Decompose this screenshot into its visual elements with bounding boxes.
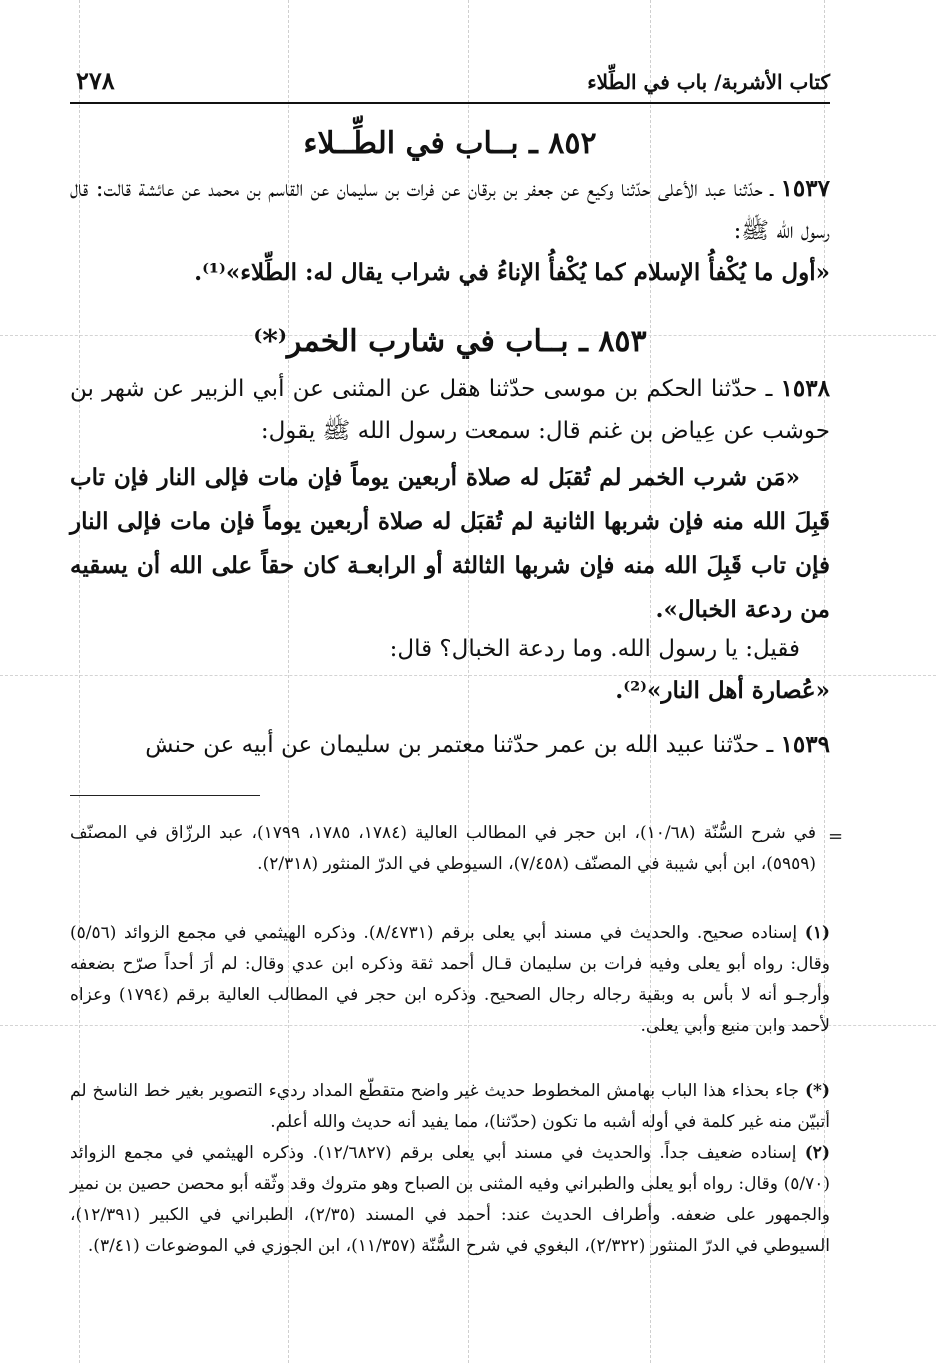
hadith-number: ١٥٣٩: [780, 731, 830, 758]
page-number: ٢٧٨: [76, 66, 115, 95]
hadith-number: ١٥٣٧: [780, 175, 830, 202]
footnote-text: إسناده صحيح. والحديث في مسند أبي يعلى برقم (٨/٤٧٣١). وذكره الهيثمي في مجمع الزوائد (٥/٥٦) وقال: رواه أبو يعلى وفيه فرات بن سليمان قـال أحمد ثقة وذكره ابن عدي وقال: لم أرَ أحداً صرّح بضعفه وأرجـو أنه لا بأس به وبقية رجاله رجال الصحيح. وذكره ابن حجر في المطالب العالية برقم (١٧٩٤) وعزاه لأحمد وابن منيع وأبي يعلى.: [70, 923, 830, 1036]
running-header: [70, 58, 830, 104]
footnote-marker: (*): [805, 1081, 830, 1101]
running-title: كتاب الأشربة/ باب في الطِّلاء: [587, 70, 830, 94]
hadith-question: فقيل: يا رسول الله. وما ردعة الخبال؟ قال:: [389, 636, 800, 662]
footnote-2: [70, 1138, 830, 1262]
hadith-isnad: ـ حدّثنا الحكم بن موسى حدّثنا هقل عن المثنى عن أبي الزبير عن شهر بن حوشب عن عِياض بن غنم قال: سمعت رسول الله ﷺ يقول:: [70, 376, 830, 444]
hadith-isnad: ـ حدّثنا عبد الأعلى حدّثنا وكيع عن جعفر بن برقان عن فرات بن سليمان عن القاسم بن محمد عن عائشة قالت: قال رسول الله ﷺ:: [70, 176, 830, 244]
hadith-isnad: ـ حدّثنا عبيد الله بن عمر حدّثنا معتمر بن سليمان عن أبيه عن حنش: [145, 732, 781, 758]
hadith-answer: «عُصارة أهل النار»⁽²⁾.: [615, 677, 830, 704]
footnote-marker: (١): [804, 923, 830, 943]
hadith-number: ١٥٣٨: [780, 375, 830, 402]
footnote-text: إسناده ضعيف جداً. والحديث في مسند أبي يعلى برقم (١٢/٦٨٢٧). وذكره الهيثمي في مجمع الزوائد (٥/٧٠) وقال: رواه أبو يعلى والطبراني وفيه المثنى بن الصباح وهو متروك وقد وثّقه أبو محصن حصين بن نمير والجمهور على ضعفه. وأطراف الحديث عند: أحمد في المسند (٢/٣٥)، الطبراني في الكبير (١٢/٣٩١)، السيوطي في الدرّ المنثور (٢/٣٢٢)، البغوي في شرح السُّنّة (١١/٣٥٧)، ابن الجوزي في الموضوعات (٣/٤١).: [70, 1143, 830, 1256]
continued-marker: =: [828, 826, 844, 847]
hadith-1538: [70, 368, 830, 452]
footnote-separator: [70, 795, 260, 796]
chapter-heading-853: ٨٥٣ ـ بــاب في شارب الخمر⁽*⁾: [253, 324, 647, 359]
hadith-matn: «أول ما يُكْفأُ الإسلام كما يُكْفأُ الإناءُ في شراب يقال له: الطِّلاء»⁽¹⁾.: [194, 259, 830, 286]
hadith-1539: [70, 724, 830, 766]
footnote-marker: (٢): [804, 1143, 830, 1163]
footnote-star: [70, 1076, 830, 1138]
hadith-1537: [70, 168, 830, 294]
footnote-text: جاء بحذاء هذا الباب بهامش المخطوط حديث غير واضح متقطّع المداد رديء التصوير بغير خط الناسخ لم أتبيّن منه غير كلمة في أوله أشبه ما تكون (حدّثنا)، مما يفيد أنه حديث والله أعلم.: [70, 1081, 830, 1132]
hadith-matn: «مَن شرب الخمر لم تُقبَل له صلاة أربعين يوماً فإن مات فإلى النار فإن تاب قَبِلَ الله منه فإن شربها الثانية لم تُقبَل له صلاة أربعين يوماً فإن مات فإلى النار فإن تاب قَبِلَ الله منه فإن شربها الثالثة أو الرابعـة كان حقاً على الله أن يسقيه من ردعة الخبال».: [70, 464, 830, 623]
footnote-continued: في شرح السُّنّة (١٠/٦٨)، ابن حجر في المطالب العالية (١٧٨٤، ١٧٨٥، ١٧٩٩)، عبد الرزّاق في المصنّف (٥٩٥٩)، ابن أبي شيبة في المصنّف (٧/٤٥٨)، السيوطي في الدرّ المنثور (٢/٣١٨).: [70, 823, 816, 874]
footnote-1: [70, 918, 830, 1042]
chapter-heading-852: ٨٥٢ ـ بــاب في الطِّــلاء: [303, 126, 597, 161]
